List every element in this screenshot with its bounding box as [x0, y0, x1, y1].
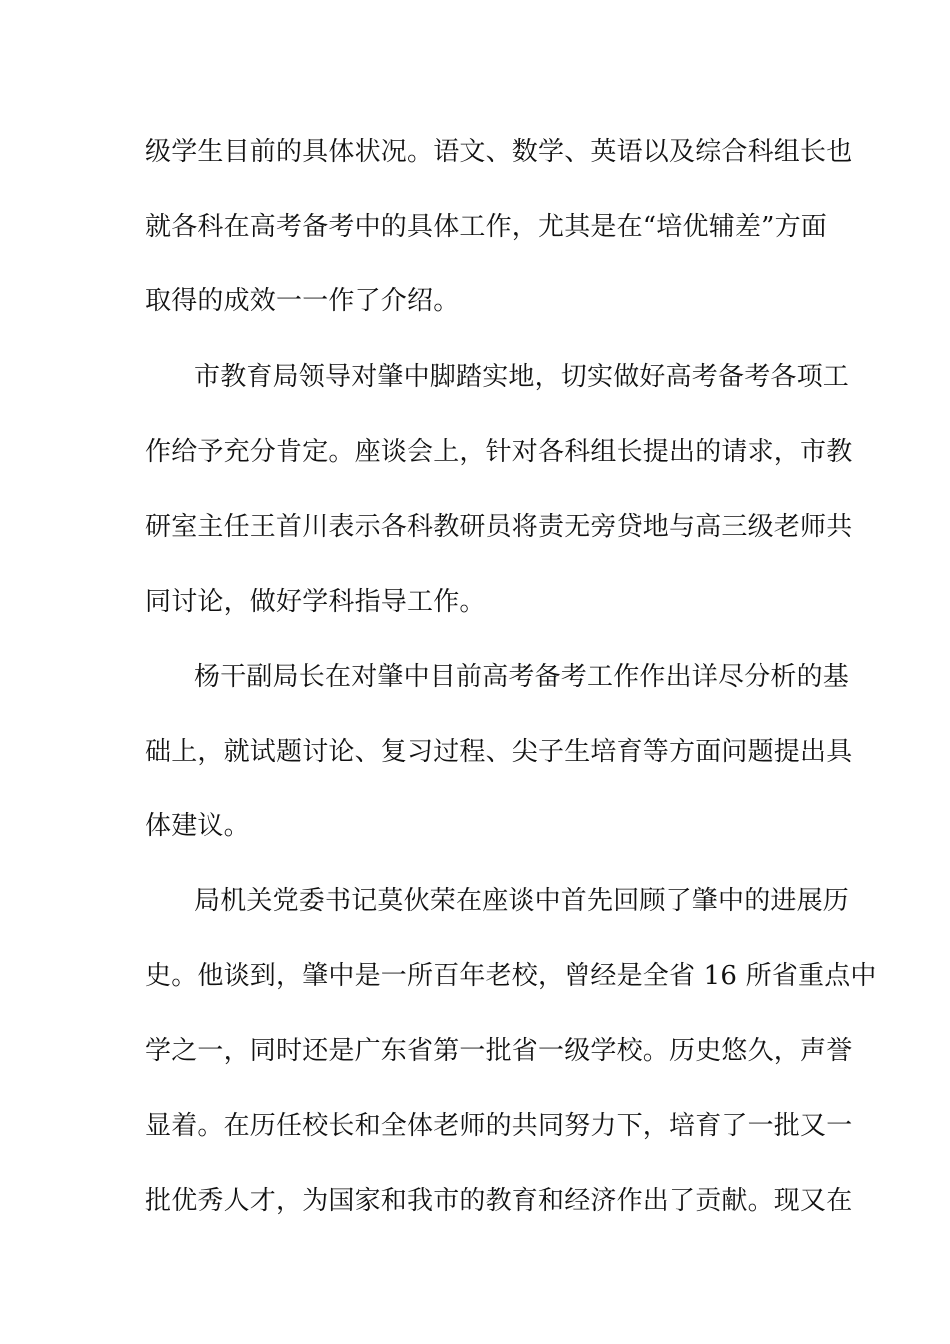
text-line: 显着。在历任校长和全体老师的共同努力下，培育了一批又一 — [145, 1111, 853, 1141]
text-line: 研室主任王首川表示各科教研员将责无旁贷地与高三级老师共 — [145, 512, 853, 542]
text-line: 就各科在高考备考中的具体工作，尤其是在“培优辅差”方面 — [145, 212, 827, 242]
text-line: 史。他谈到，肇中是一所百年老校，曾经是全省 16 所省重点中 — [145, 961, 877, 991]
paragraph-first-line: 杨干副局长在对肇中目前高考备考工作作出详尽分析的基 — [194, 662, 850, 692]
text-line: 同讨论，做好学科指导工作。 — [145, 587, 486, 617]
text-line: 学之一，同时还是广东省第一批省一级学校。历史悠久，声誉 — [145, 1036, 853, 1066]
text-line: 体建议。 — [145, 811, 250, 841]
paragraph-first-line: 市教育局领导对肇中脚踏实地，切实做好高考备考各项工 — [194, 362, 850, 392]
paragraph-first-line: 局机关党委书记莫伙荣在座谈中首先回顾了肇中的进展历 — [194, 886, 850, 916]
text-line: 作给予充分肯定。座谈会上，针对各科组长提出的请求，市教 — [145, 437, 853, 467]
text-line: 础上，就试题讨论、复习过程、尖子生培育等方面问题提出具 — [145, 737, 853, 767]
text-line: 级学生目前的具体状况。语文、数学、英语以及综合科组长也 — [145, 137, 853, 167]
text-line: 批优秀人才，为国家和我市的教育和经济作出了贡献。现又在 — [145, 1186, 853, 1216]
text-line: 取得的成效一一作了介绍。 — [145, 286, 460, 316]
